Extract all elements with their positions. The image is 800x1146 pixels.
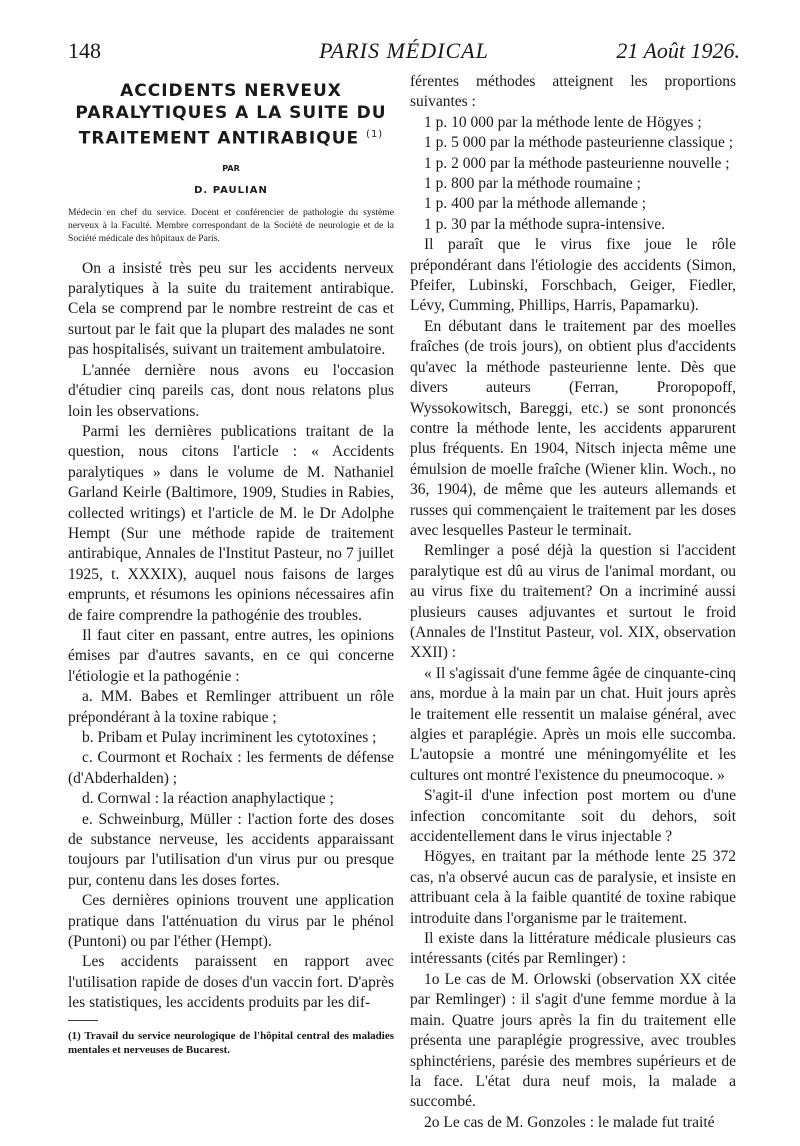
paragraph: Il existe dans la littérature médicale plusieurs cas intéressants (cités par Remlinger) :	[410, 930, 736, 968]
right-body	[410, 72, 736, 1133]
statistic-line: 1 p. 5 000 par la méthode pasteurienne classique ;	[424, 134, 734, 152]
statistic-line: 1 p. 2 000 par la méthode pasteurienne nouvelle ;	[424, 154, 730, 172]
paragraph: Remlinger a posé déjà la question si l'accident paralytique est dû au virus de l'animal mordant, ou au virus fixe du traitement? On a incriminé aussi plusieurs causes adjuvantes et surtout le froid (Annales de l'Institut Pasteur, vol. XIX, observation XXII) :	[410, 542, 736, 662]
article-title-text: ACCIDENTS NERVEUX PARALYTIQUES A LA SUITE DU TRAITEMENT ANTIRABIQUE	[75, 81, 387, 149]
list-item: e. Schweinburg, Müller : l'action forte des doses de substance nerveuse, les accidents apparaissant toujours par l'utilisation d'un virus pur ou presque pur, contenu dans les doses fortes.	[68, 810, 394, 889]
paragraph: En débutant dans le traitement par des moelles fraîches (de trois jours), on obtient plus d'accidents qu'avec la méthode pasteurienne lente. Dès que divers auteurs (Ferran, Proropopoff, Wyssokowitsch, Bareggi, etc.) se sont prononcés contre la méthode lente, les accidents apparurent plus fréquents. En 1904, Nitsch injecta même une émulsion de moelle fraîche (Wiener klin. Woch., no 36, 1904), de même que les auteurs allemands et russes qui commençaient le traitement par les doses avec lesquelles Pasteur le terminait.	[410, 317, 736, 539]
paragraph: férentes méthodes atteignent les proportions suivantes :	[410, 73, 736, 111]
case-report: 1o Le cas de M. Orlowski (observation XX citée par Remlinger) : il s'agit d'une femme mordue à la main. Quatre jours après la fin du traitement elle présenta une paraplégie progressive, avec troubles sphinctériens, parésie des membres supérieurs et de la face. L'état dura neuf mois, la malade a succombé.	[410, 970, 736, 1111]
paragraph: Il faut citer en passant, entre autres, les opinions émises par d'autres savants, en ce qui concerne l'étiologie et la pathogénie :	[68, 626, 394, 685]
statistic-line: 1 p. 10 000 par la méthode lente de Högyes ;	[424, 113, 702, 131]
right-column	[410, 72, 736, 1133]
paragraph: Les accidents paraissent en rapport avec l'utilisation rapide de doses d'un vaccin fort. D'après les statistiques, les accidents produits par les dif-	[68, 953, 394, 1012]
left-body	[68, 259, 394, 1014]
paragraph: Högyes, en traitant par la méthode lente 25 372 cas, n'a observé aucun cas de paralysie, et insiste en attribuant cela à la faible quantité de toxine rabique introduite dans l'organisme par le traitement.	[410, 848, 736, 927]
paragraph: S'agit-il d'une infection post mortem ou d'une infection concomitante soit du dehors, soit accidentellement dans le virus injectable ?	[410, 787, 736, 846]
quotation: « Il s'agissait d'une femme âgée de cinquante-cinq ans, mordue à la main par un chat. Huit jours après le traitement elle ressentit un malaise général, avec algies et paraplégie. Après un mois elle succomba. L'autopsie a montré une méningomyélite et les cultures ont montré l'existence du pneumocoque. »	[410, 664, 736, 784]
list-item: d. Cornwal : la réaction anaphylactique ;	[82, 790, 334, 808]
paragraph: On a insisté très peu sur les accidents nerveux paralytiques à la suite du traitement antirabique. Cela se comprend par le nombre restreint de cas et surtout par le fait que la plupart des malades ne sont pas hospitalisés, suivant un traitement ambulatoire.	[68, 259, 394, 359]
page-number: 148	[68, 38, 101, 63]
paragraph: Ces dernières opinions trouvent une application pratique dans l'atténuation du virus par le phénol (Puntoni) ou par l'éther (Hempt).	[68, 892, 394, 951]
footnote-divider	[68, 1020, 98, 1021]
title-footnote-mark: (1)	[366, 129, 384, 140]
statistic-line: 1 p. 400 par la méthode allemande ;	[424, 195, 647, 213]
paragraph: Il paraît que le virus fixe joue le rôle prépondérant dans l'étiologie des accidents (Simon, Pfeifer, Lubinski, Forschbach, Geiger, Fiedler, Lévy, Cumming, Phillips, Harris, Papamarku).	[410, 236, 736, 315]
list-item: c. Courmont et Rochaix : les ferments de défense (d'Abderhalden) ;	[68, 749, 394, 787]
paragraph: Parmi les dernières publications traitant de la question, nous citons l'article : « Accidents paralytiques » dans le volume de M. Nathaniel Garland Keirle (Baltimore, 1909, Studies in Rabies, collected writings) et l'article de M. le Dr Adolphe Hempt (Sur une méthode rapide de traitement antirabique, Annales de l'Institut Pasteur, no 7 juillet 1925, t. XXXIX), auquel nous faisons de larges emprunts, et résumons les opinions nécessaires afin de faire comprendre la pathogénie des troubles.	[68, 422, 394, 624]
case-report: 2o Le cas de M. Gonzoles : le malade fut traité	[424, 1113, 715, 1131]
list-item: a. MM. Babes et Remlinger attribuent un rôle prépondérant à la toxine rabique ;	[68, 688, 394, 726]
author-affiliation: Médecin en chef du service. Docent et conférencier de pathologie du système nerveux à la Faculté. Membre correspondant de la Société de neurologie et de la Société médicale des hôpitaux de Paris.	[68, 206, 394, 244]
article-title	[68, 80, 394, 150]
running-header	[68, 38, 740, 74]
statistic-line: 1 p. 800 par la méthode roumaine ;	[424, 175, 641, 193]
paragraph: L'année dernière nous avons eu l'occasion d'étudier cinq pareils cas, dont nous relatons plus loin les observations.	[68, 361, 394, 420]
footnote: (1) Travail du service neurologique de l'hôpital central des maladies mentales et nerveuses de Bucarest.	[68, 1029, 394, 1056]
author-name: D. PAULIAN	[194, 184, 268, 196]
statistic-line: 1 p. 30 par la méthode supra-intensive.	[424, 215, 666, 233]
journal-title: PARIS MÉDICAL	[319, 38, 489, 63]
by-label: PAR	[222, 163, 240, 173]
issue-date: 21 Août 1926.	[616, 38, 740, 63]
left-column	[68, 80, 394, 1057]
list-item: b. Pribam et Pulay incriminent les cytotoxines ;	[82, 729, 377, 746]
